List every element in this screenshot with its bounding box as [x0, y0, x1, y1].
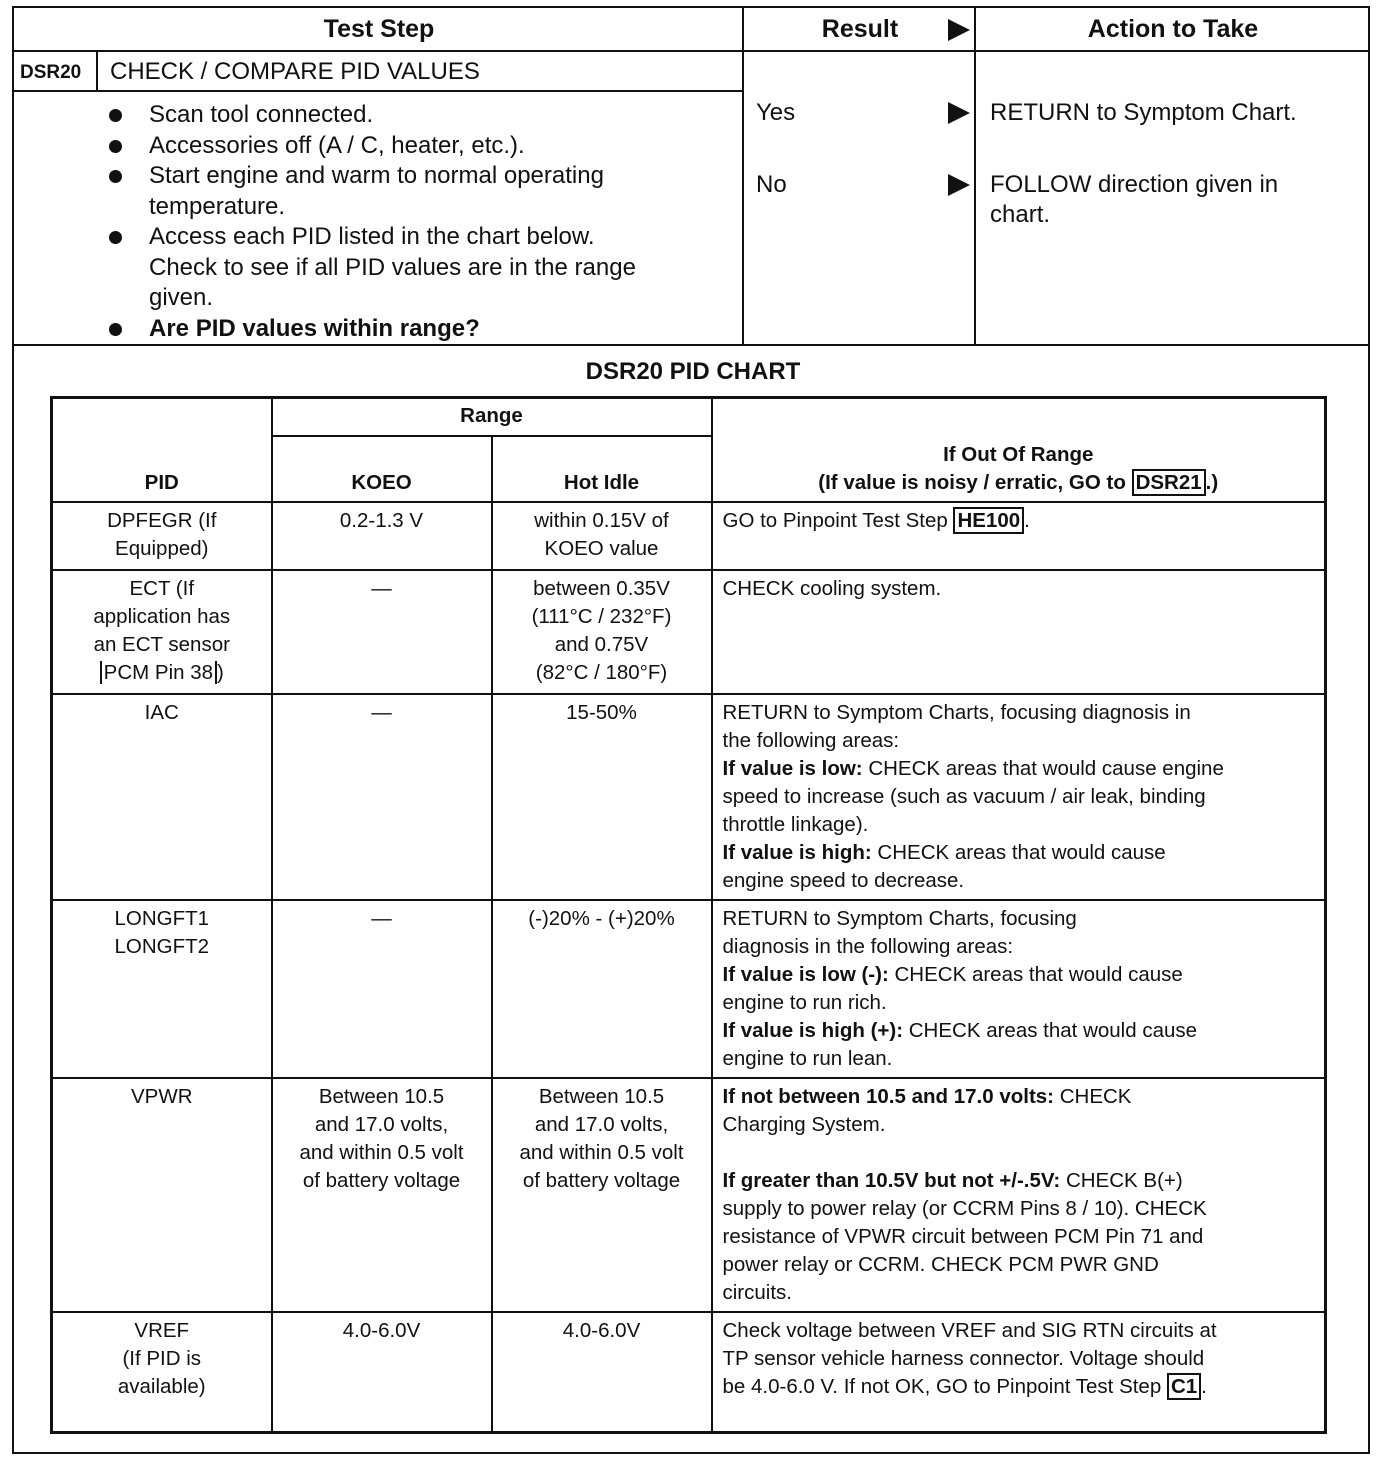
col-pid: PID — [52, 398, 272, 503]
col-hot-idle: Hot Idle — [492, 436, 712, 502]
hot-idle-cell: 15-50% — [492, 694, 712, 900]
bullet-icon — [109, 140, 122, 153]
koeo-cell: — — [272, 694, 492, 900]
table-row — [52, 694, 1326, 900]
list-item: Access each PID listed in the chart below. Check to see if all PID values are in the range given. — [109, 222, 636, 314]
hot-idle-cell: between 0.35V (111°C / 232°F) and 0.75V (82°C / 180°F) — [492, 570, 712, 694]
koeo-cell: — — [272, 900, 492, 1078]
divider — [96, 52, 98, 92]
list-item: Are PID values within range? — [109, 314, 636, 345]
divider — [14, 344, 1370, 346]
list-item: Scan tool connected. — [109, 100, 636, 131]
header-action: Action to Take — [976, 8, 1370, 52]
koeo-cell: 0.2-1.3 V — [272, 502, 492, 570]
step-code: DSR20 — [20, 62, 82, 83]
divider — [974, 8, 976, 346]
action-cell: Check voltage between VREF and SIG RTN circuits at TP sensor vehicle harness connector. Voltage should be 4.0-6.0 V. If not OK, GO to Pinpoint Test Step C1 . — [712, 1312, 1326, 1433]
header-result-label: Result — [821, 14, 899, 43]
table-row — [52, 1312, 1326, 1433]
hot-idle-cell: within 0.15V of KOEO value — [492, 502, 712, 570]
hot-idle-cell: (-)20% - (+)20% — [492, 900, 712, 1078]
table-row — [52, 570, 1326, 694]
procedure-frame — [12, 6, 1370, 1454]
pid-cell: VPWR — [52, 1078, 272, 1312]
action-cell: RETURN to Symptom Charts, focusing diagnosis in the following areas: If value is low: CHECK areas that would cause engine speed to increase (such as vacuum / air leak, binding throttle linkage). If value is high: CHECK areas that would cause engine speed to decrease. — [712, 694, 1326, 900]
table-row — [52, 1078, 1326, 1312]
pid-cell: ECT (If application has an ECT sensor PCM Pin 38 ) — [52, 570, 272, 694]
koeo-cell: 4.0-6.0V — [272, 1312, 492, 1433]
chart-title: DSR20 PID CHART — [585, 358, 801, 385]
ref-dsr21: DSR21 — [1132, 469, 1206, 496]
table-row — [52, 900, 1326, 1078]
divider — [14, 90, 744, 92]
bullet-icon — [109, 323, 122, 336]
ref-he100: HE100 — [953, 507, 1024, 534]
result-yes: Yes — [756, 99, 796, 126]
pid-cell: IAC — [52, 694, 272, 900]
header-test-step: Test Step — [14, 8, 744, 52]
bullet-icon — [109, 109, 122, 122]
action-cell: CHECK cooling system. — [712, 570, 1326, 694]
arrow-right-icon — [948, 174, 970, 196]
step-title: CHECK / COMPARE PID VALUES — [110, 58, 480, 85]
hot-idle-cell: 4.0-6.0V — [492, 1312, 712, 1433]
col-koeo: KOEO — [272, 436, 492, 502]
action-cell: GO to Pinpoint Test Step HE100 . — [712, 502, 1326, 570]
arrow-right-icon — [948, 19, 970, 41]
arrow-right-icon — [948, 102, 970, 124]
action-cell: If not between 10.5 and 17.0 volts: CHECK Charging System. If greater than 10.5V but not +/-.5V: CHECK B(+) supply to power relay (or CCRM Pins 8 / 10). CHECK resistance of VPWR circuit between PCM Pin 71 and power relay or CCRM. CHECK PCM PWR GND circuits. — [712, 1078, 1326, 1312]
pid-chart-table — [50, 396, 1327, 1434]
result-no: No — [756, 171, 787, 198]
table-row — [52, 502, 1326, 570]
step-instructions — [109, 100, 636, 344]
bullet-icon — [109, 170, 122, 183]
col-range: Range — [272, 398, 712, 437]
pid-cell: LONGFT1 LONGFT2 — [52, 900, 272, 1078]
col-out-of-range: If Out Of Range (If value is noisy / erratic, GO to DSR21 .) — [712, 398, 1326, 503]
hot-idle-cell: Between 10.5 and 17.0 volts, and within 0.5 volt of battery voltage — [492, 1078, 712, 1312]
koeo-cell: Between 10.5 and 17.0 volts, and within 0.5 volt of battery voltage — [272, 1078, 492, 1312]
pid-cell: VREF (If PID is available) — [52, 1312, 272, 1433]
list-item: Accessories off (A / C, heater, etc.). — [109, 131, 636, 162]
action-no: FOLLOW direction given in chart. — [990, 171, 1279, 228]
bullet-icon — [109, 231, 122, 244]
ref-c1: C1 — [1167, 1373, 1201, 1400]
action-cell: RETURN to Symptom Charts, focusing diagnosis in the following areas: If value is low (-): CHECK areas that would cause engine to run rich. If value is high (+): CHECK areas that would cause engine to run lean. — [712, 900, 1326, 1078]
koeo-cell: — — [272, 570, 492, 694]
divider — [742, 8, 744, 346]
list-item: Start engine and warm to normal operating temperature. — [109, 161, 636, 222]
header-result — [744, 8, 976, 52]
pid-cell: DPFEGR (If Equipped) — [52, 502, 272, 570]
action-yes: RETURN to Symptom Chart. — [990, 99, 1297, 126]
